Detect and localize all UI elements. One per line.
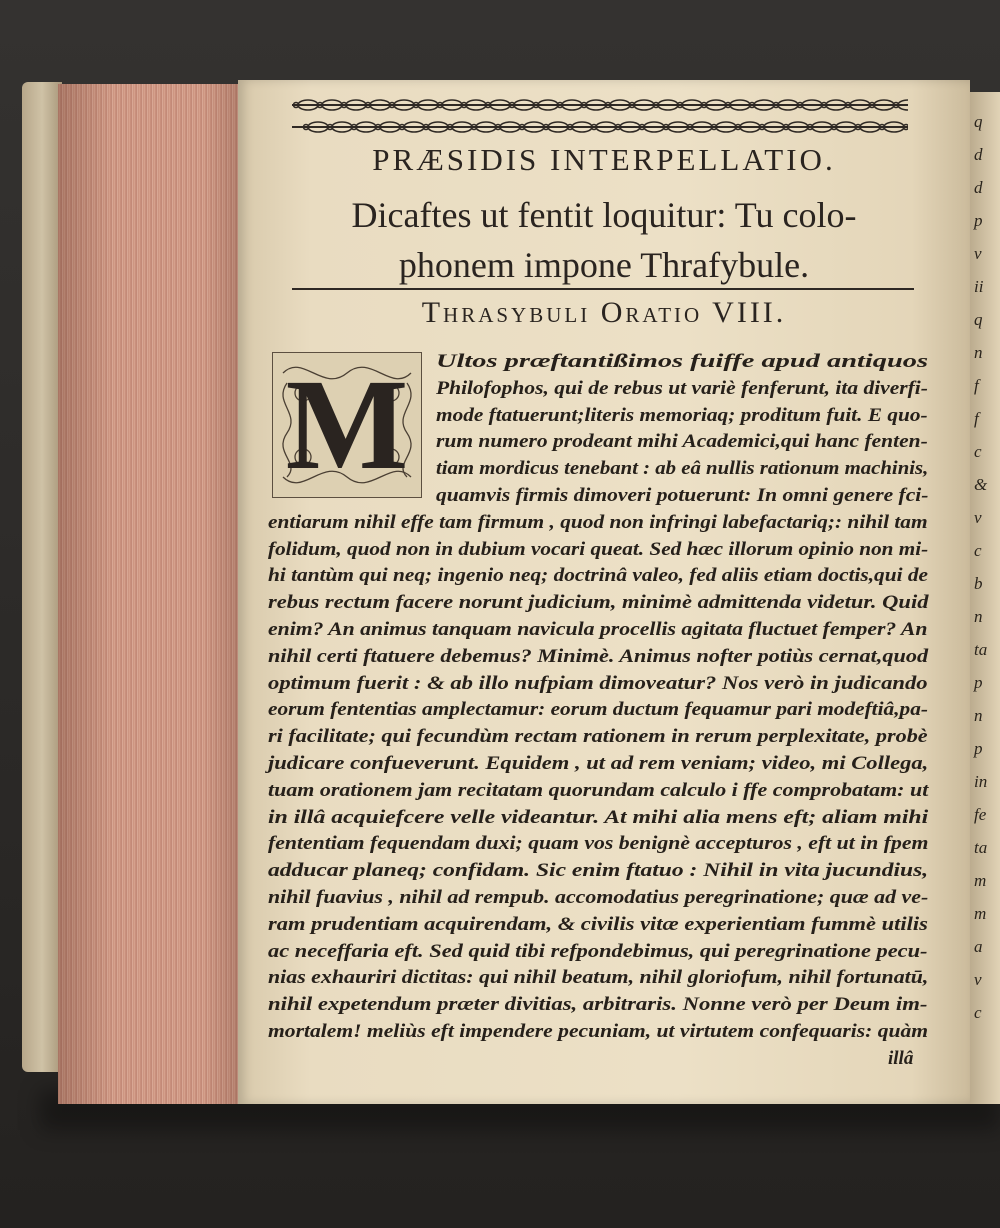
facing-page-letter: n bbox=[974, 706, 983, 725]
facing-page-letter: fe bbox=[974, 805, 987, 824]
text-line: Philofophos, qui de rebus ut variè fenferunt, ita diverfi- bbox=[436, 377, 928, 399]
catchword: illâ bbox=[888, 1047, 914, 1069]
text-line: tuam orationem jam recitatam quorundam calculo i ffe comprobatam: ut bbox=[268, 779, 929, 801]
page-heading: PRÆSIDIS INTERPELLATIO. bbox=[372, 142, 836, 177]
text-line: folidum, quod non in dubium vocari queat. Sed hæc illorum opinio non mi- bbox=[268, 538, 929, 560]
text-line: adducar planeq; confidam. Sic enim ftatuo : Nihil in vita jucundius, bbox=[268, 860, 929, 882]
facing-page-letter: m bbox=[974, 904, 987, 923]
text-line: fententiam fequendam duxi; quam vos benignè accepturos , eft ut in fpem bbox=[268, 833, 929, 855]
facing-page-letter: m bbox=[974, 871, 987, 890]
facing-page-strip bbox=[968, 92, 1000, 1104]
facing-page-letter: n bbox=[974, 607, 983, 626]
text-line: nihil certi ftatuere debemus? Minimè. Animus nofter potiùs cernat,quod bbox=[268, 645, 929, 667]
text-line: mode ftatuerunt;literis memoriaq; proditum fuit. E quo- bbox=[436, 404, 928, 426]
facing-page-letter: n bbox=[974, 343, 983, 362]
text-line: ri facilitate; qui fecundùm rectam rationem in rerum perplexitate, probè bbox=[268, 726, 928, 748]
text-line: Ultos præftantißimos fuiffe apud antiquos bbox=[436, 351, 929, 372]
facing-page-letter: v bbox=[974, 508, 982, 527]
facing-page-letter: f bbox=[974, 376, 979, 395]
text-line: nihil expetendum præter divitias, arbitraris. Nonne verò per Deum im- bbox=[268, 994, 928, 1016]
facing-page-letter: v bbox=[974, 970, 982, 989]
text-line: eorum fententias amplectamur: eorum ductum fequamur pari modeftiâ,pa- bbox=[268, 699, 928, 721]
subheading-line-2: phonem impone Thrafybule. bbox=[398, 245, 810, 285]
text-line: rum numero prodeant mihi Academici,qui hanc fenten- bbox=[436, 431, 928, 453]
facing-page-letter: q bbox=[974, 310, 983, 329]
facing-page-letter: v bbox=[974, 244, 982, 263]
text-line: in illâ acquiefcere velle videantur. At mihi alia mens eft; aliam mihi bbox=[268, 806, 929, 828]
facing-page-letter: c bbox=[974, 1003, 982, 1022]
text-line: mortalem! meliùs eft impendere pecuniam, ut virtutem confequaris: quàm bbox=[268, 1021, 929, 1042]
facing-page-letter: p bbox=[974, 673, 983, 692]
text-line: ac neceffaria eft. Sed quid tibi refpondebimus, qui peregrinatione pecu- bbox=[268, 940, 928, 962]
facing-page-letter: ta bbox=[974, 838, 988, 857]
facing-page-letter: f bbox=[974, 409, 979, 428]
text-line: tiam mordicus tenebant : ab eâ nullis rationum machinis, bbox=[436, 458, 929, 480]
facing-page-letter: ta bbox=[974, 640, 988, 659]
text-line: quamvis firmis dimoveri potuerunt: In omni genere fci- bbox=[436, 485, 929, 506]
page-subheading bbox=[240, 190, 968, 290]
facing-page-letter: d bbox=[974, 145, 983, 164]
facing-page-letter: c bbox=[974, 541, 982, 560]
page-edges-shade bbox=[58, 84, 240, 1104]
facing-page-letter: d bbox=[974, 178, 983, 197]
book-cover-board bbox=[22, 82, 62, 1072]
text-line: nihil fuavius , nihil ad rempub. accomodatius peregrinatione; quæ ad ve- bbox=[268, 887, 929, 908]
initial-letter: M bbox=[285, 353, 409, 497]
text-line: enim? An animus tanquam navicula procellis agitata fluctuet femper? An bbox=[268, 619, 928, 640]
text-line: optimum fuerit : & ab illo nufpiam dimoveatur? Nos verò in judicando bbox=[268, 672, 928, 694]
facing-page-letter: & bbox=[974, 475, 988, 494]
text-line: judicare confueverunt. Equidem , ut ad rem veniam; video, mi Collega, bbox=[268, 753, 929, 774]
text-line: ram prudentiam acquirendam, & civilis vitæ experientiam fummè utilis bbox=[268, 913, 928, 935]
text-line: entiarum nihil effe tam firmum , quod non infringi labefactariq;: nihil tam bbox=[268, 511, 928, 533]
facing-page-letter: p bbox=[974, 211, 983, 230]
facing-page-letter: ii bbox=[974, 277, 984, 296]
decorated-initial bbox=[272, 352, 422, 498]
ornament-band-bottom bbox=[292, 120, 908, 134]
text-line: rebus rectum facere norunt judicium, minimè admittenda videtur. Quid bbox=[268, 592, 929, 614]
facing-page-letter: b bbox=[974, 574, 983, 593]
facing-page-letter: c bbox=[974, 442, 982, 461]
facing-page-letter: in bbox=[974, 772, 988, 791]
facing-page-letter: q bbox=[974, 112, 983, 131]
subheading-line-1: Dicaftes ut fentit loquitur: Tu colo- bbox=[351, 195, 857, 235]
text-line: nias exhauriri dictitas: qui nihil beatum, nihil gloriofum, nihil fortunatū, bbox=[268, 967, 929, 989]
text-line: hi tantùm qui neq; ingenio neq; doctrinâ valeo, fed aliis etiam doctis,qui de bbox=[268, 565, 928, 587]
facing-page-letter: p bbox=[974, 739, 983, 758]
section-title: Thrasybuli Oratio VIII. bbox=[421, 296, 787, 329]
ornament-band-top bbox=[292, 98, 908, 112]
facing-page-letter: a bbox=[974, 937, 983, 956]
heading-rule bbox=[292, 288, 914, 290]
